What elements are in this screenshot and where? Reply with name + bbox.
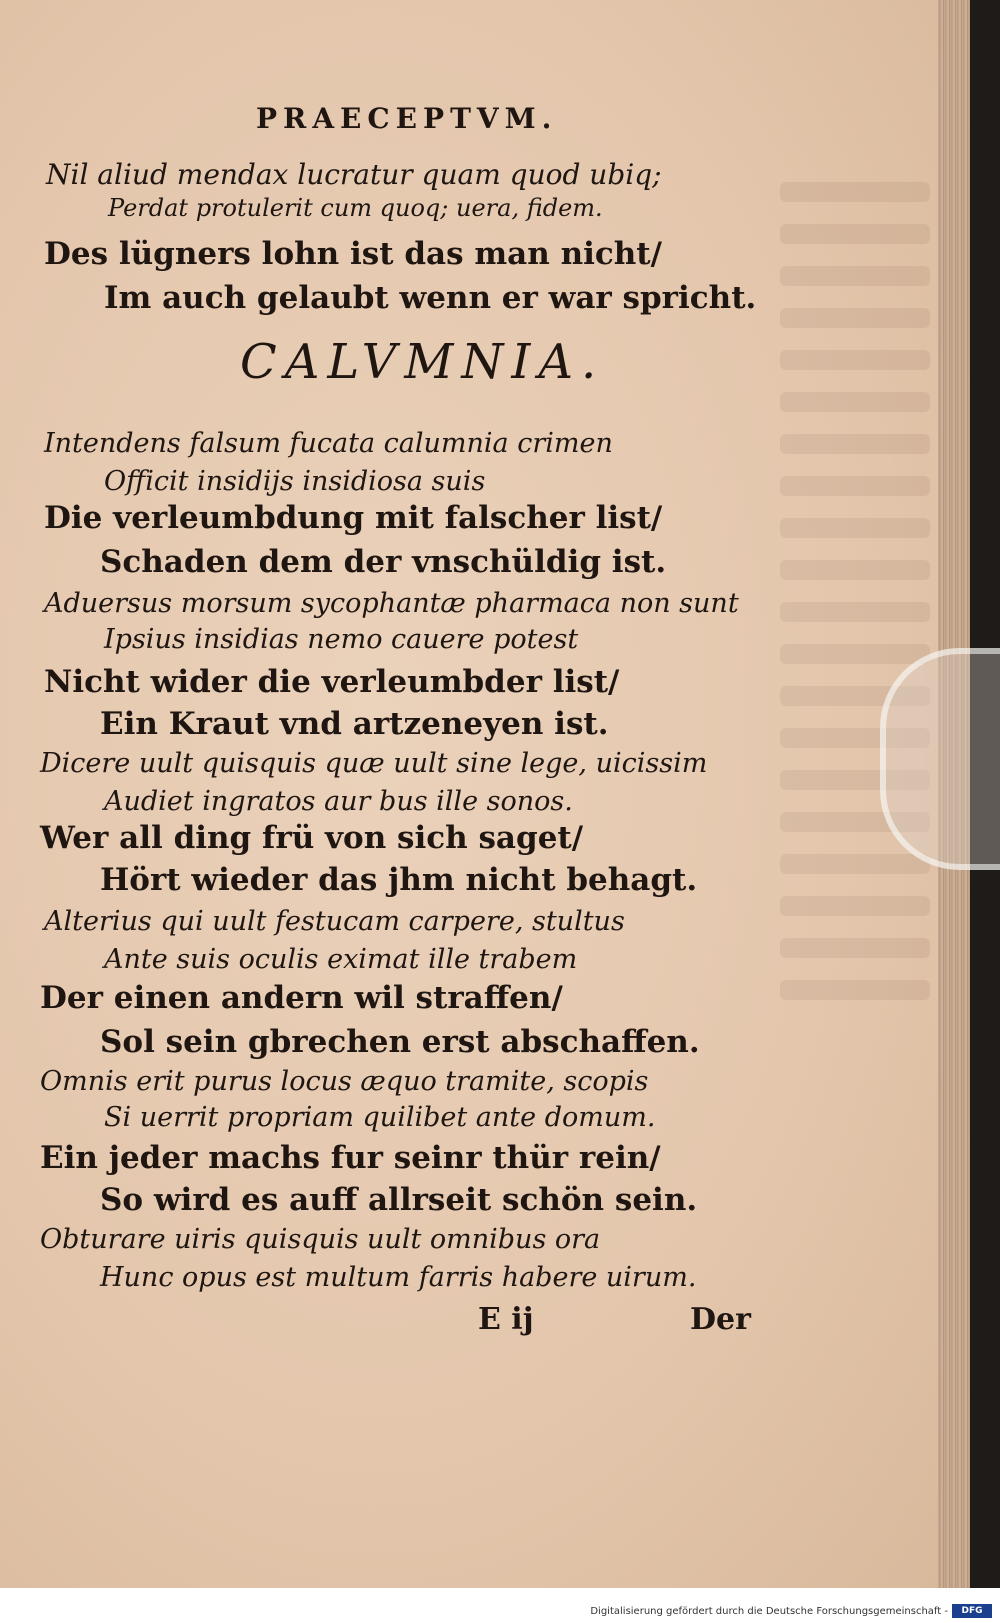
german-line: Sol sein gbrechen erst abschaffen. bbox=[100, 1024, 700, 1060]
section-title: CALVMNIA. bbox=[240, 334, 605, 390]
footer-bar bbox=[0, 1588, 1000, 1623]
german-line: Die verleumbdung mit falscher list/ bbox=[44, 500, 663, 536]
latin-line: Ipsius insidias nemo cauere potest bbox=[104, 624, 579, 655]
german-line: Schaden dem der vnschüldig ist. bbox=[100, 544, 667, 580]
latin-line: Perdat protulerit cum quoq; uera, fidem. bbox=[108, 194, 603, 222]
latin-line: Obturare uiris quisquis uult omnibus ora bbox=[40, 1224, 601, 1255]
latin-line: Audiet ingratos aur bus ille sonos. bbox=[104, 786, 573, 817]
latin-line: Ante suis oculis eximat ille trabem bbox=[104, 944, 578, 975]
german-line: Ein jeder machs fur seinr thür rein/ bbox=[40, 1140, 661, 1176]
latin-line: Nil aliud mendax lucratur quam quod ubiq; bbox=[46, 158, 662, 191]
footer-credit: Digitalisierung gefördert durch die Deutsche Forschungsgemeinschaft - bbox=[590, 1606, 948, 1617]
dfg-logo: DFG bbox=[952, 1604, 992, 1618]
german-line: Wer all ding frü von sich saget/ bbox=[40, 820, 584, 856]
latin-line: Dicere uult quisquis quæ uult sine lege, uicissim bbox=[40, 748, 708, 779]
german-line: Ein Kraut vnd artzeneyen ist. bbox=[100, 706, 609, 742]
german-line: So wird es auff allrseit schön sein. bbox=[100, 1182, 698, 1218]
catchword: Der bbox=[690, 1302, 751, 1337]
latin-line: Intendens falsum fucata calumnia crimen bbox=[44, 428, 613, 459]
latin-line: Officit insidijs insidiosa suis bbox=[104, 466, 486, 497]
latin-line: Aduersus morsum sycophantæ pharmaca non sunt bbox=[44, 588, 739, 619]
latin-line: Si uerrit propriam quilibet ante domum. bbox=[104, 1102, 656, 1133]
german-line: Der einen andern wil straffen/ bbox=[40, 980, 563, 1016]
latin-line: Alterius qui uult festucam carpere, stultus bbox=[44, 906, 625, 937]
latin-line: Omnis erit purus locus æquo tramite, scopis bbox=[40, 1066, 649, 1097]
german-line: Nicht wider die verleumbder list/ bbox=[44, 664, 620, 700]
signature-mark: E ij bbox=[478, 1302, 534, 1337]
page-clip bbox=[880, 648, 1000, 870]
german-line: Im auch gelaubt wenn er war spricht. bbox=[104, 280, 757, 316]
german-line: Hört wieder das jhm nicht behagt. bbox=[100, 862, 698, 898]
page-heading: PRAECEPTVM. bbox=[256, 102, 558, 135]
german-line: Des lügners lohn ist das man nicht/ bbox=[44, 236, 662, 272]
latin-line: Hunc opus est multum farris habere uirum. bbox=[100, 1262, 697, 1293]
